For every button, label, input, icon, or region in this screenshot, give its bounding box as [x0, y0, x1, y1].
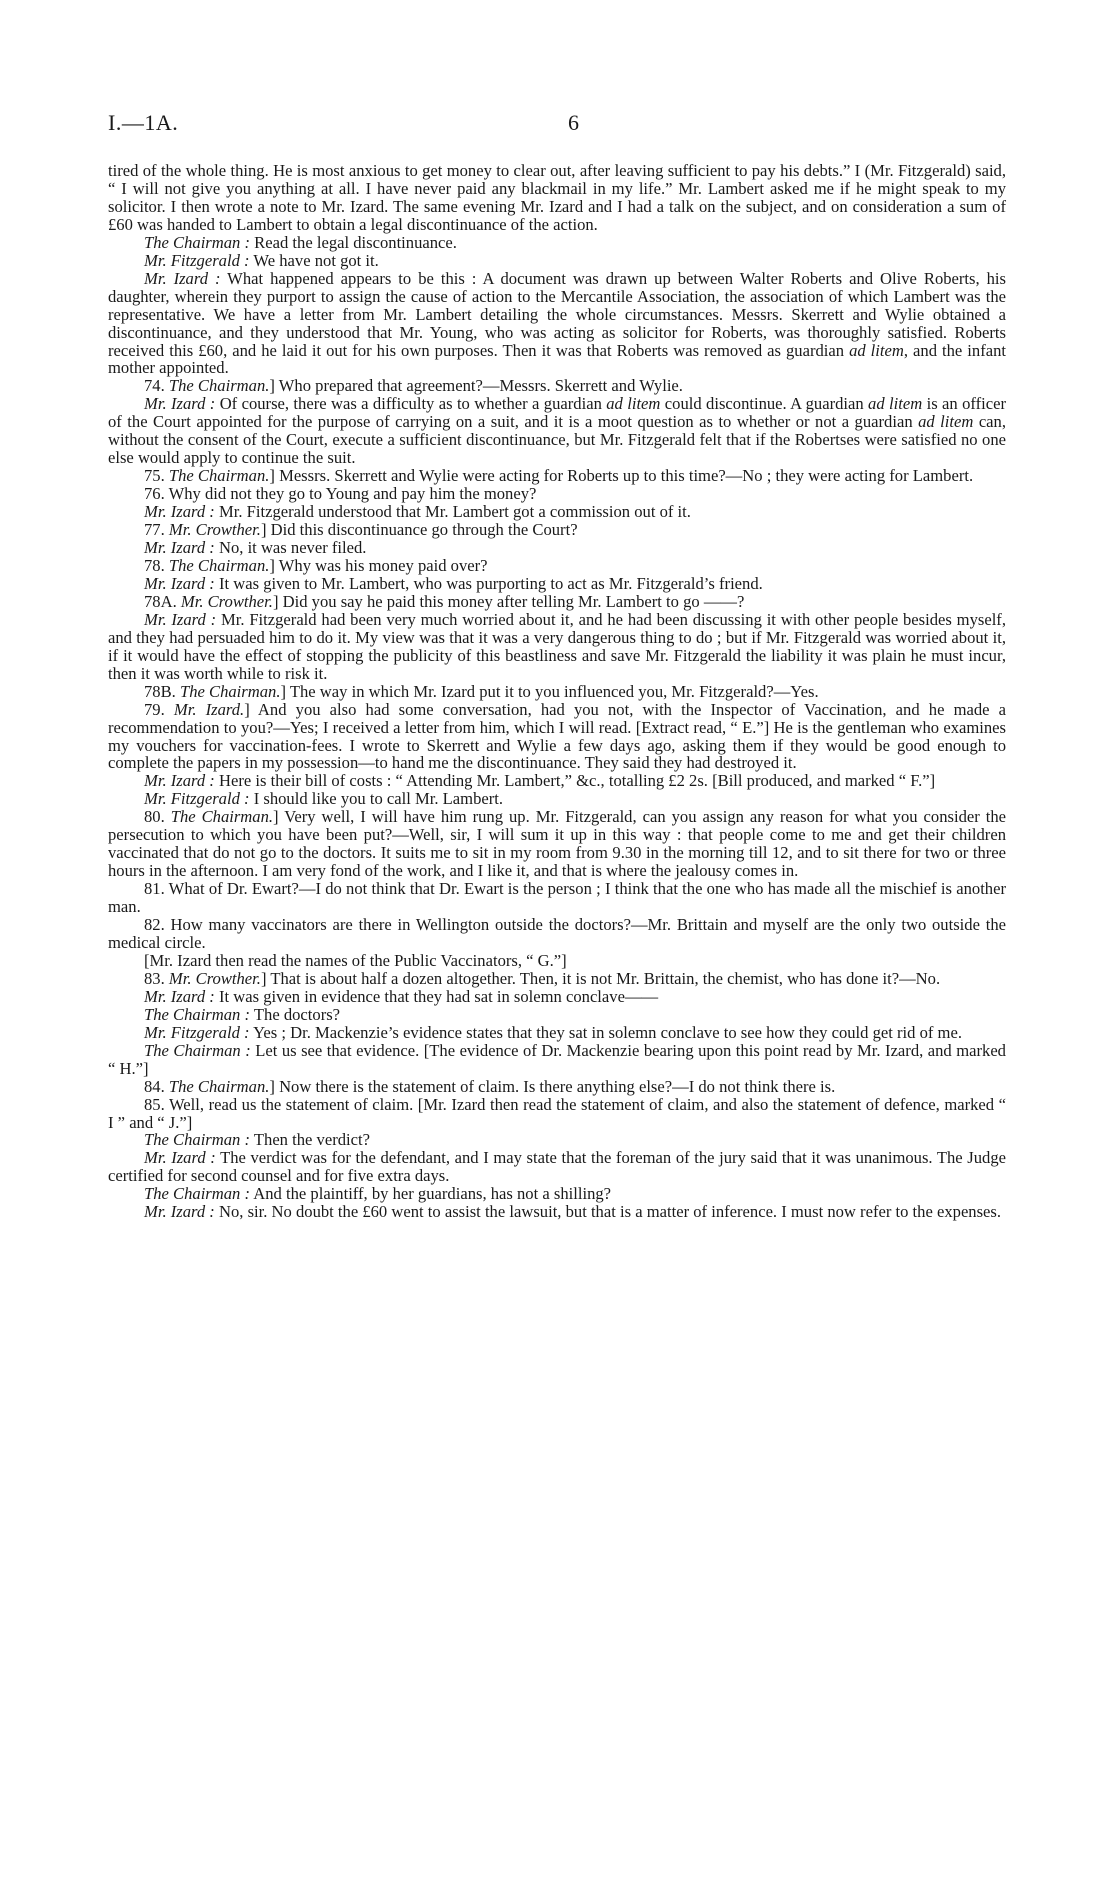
text-run: Yes ; Dr. Mackenzie’s evidence states that they sat in solemn conclave to see how they could get rid of me. [249, 1022, 962, 1042]
text-run: 77. [144, 520, 169, 540]
text-run: 83. [144, 968, 169, 988]
text-run: 78. [144, 555, 169, 575]
text-run: 82. How many vaccinators are there in Wellington outside the doctors?—Mr. Brittain and myself are the only two outside the medical circle. [108, 915, 1006, 952]
text-run: 78A. [144, 591, 181, 611]
italic-text: Mr. Crowther. [168, 968, 261, 988]
italic-text: Mr. Crowther. [168, 520, 261, 540]
italic-text: Mr. Izard : [144, 573, 215, 593]
text-run: 85. Well, read us the statement of claim. [Mr. Izard then read the statement of claim, and also the statement of defence, marked “ I ” and “ J.”] [108, 1094, 1006, 1132]
italic-text: The Chairman. [168, 376, 270, 396]
text-run: Mr. Fitzgerald had been very much worried about it, and he had been discussing it with other people besides myself, and they had persuaded him to do it. My view was that it was a very dangerous thing to do ; but if Mr. Fitzgerald was worried about it, if it would have the effect of stopping the publicity of this beastliness and save Mr. Fitzgerald the liability it was plain he must incur, then it was worth while to risk it. [108, 609, 1006, 683]
paragraph [108, 808, 1006, 880]
paragraph [108, 252, 1006, 270]
text-run: ] Did this discontinuance go through the Court? [260, 520, 578, 540]
text-run: No, it was never filed. [214, 538, 367, 558]
paragraph [108, 1024, 1006, 1042]
italic-text: Mr. Izard : [144, 502, 215, 522]
paragraph [108, 916, 1006, 952]
text-run: 80. [144, 807, 171, 827]
paragraph [108, 880, 1006, 916]
text-run: We have not got it. [249, 250, 379, 270]
italic-text: Mr. Crowther. [180, 591, 273, 611]
paragraph [108, 593, 1006, 611]
paragraph [108, 683, 1006, 701]
text-run: What happened appears to be this : A document was drawn up between Walter Roberts and Olive Roberts, his daughter, wherein they purport to assign the cause of action to the Mercantile Association, the association of which Lambert was the representative. We have a letter from Mr. Lambert detailing the whole circumstances. Messrs. Skerrett and Wylie obtained a discontinuance, and they understood that Mr. Young, who was acting as solicitor for Roberts, was thoroughly satisfied. Roberts received this £60, and he laid it out for his own purposes. Then it was that Roberts was removed as guardian [108, 268, 1006, 360]
paragraph [108, 467, 1006, 485]
text-run: No, sir. No doubt the £60 went to assist the lawsuit, but that is a matter of inference. I must now refer to the expenses. [214, 1202, 1002, 1222]
paragraph [108, 952, 1006, 970]
paragraph [108, 1185, 1006, 1203]
text-run: ] Why was his money paid over? [269, 555, 488, 575]
text-run: 79. [144, 699, 174, 719]
text-run: ] Did you say he paid this money after telling Mr. Lambert to go ——? [272, 591, 745, 611]
italic-text: The Chairman. [168, 1076, 270, 1096]
text-run: Then the verdict? [250, 1130, 370, 1150]
text-run: Let us see that evidence. [The evidence of Dr. Mackenzie bearing upon this point read by Mr. Izard, and marked “ H.”] [108, 1040, 1006, 1078]
text-run: ] The way in which Mr. Izard put it to you influenced you, Mr. Fitzgerald?—Yes. [280, 681, 819, 701]
paragraph [108, 575, 1006, 593]
italic-text: Mr. Izard : [144, 771, 215, 791]
italic-text: Mr. Izard : [144, 394, 216, 414]
italic-text: The Chairman. [179, 681, 281, 701]
paragraph [108, 162, 1006, 234]
paragraph [108, 1096, 1006, 1132]
italic-text: The Chairman : [144, 1130, 251, 1150]
italic-text: Mr. Fitzgerald : [144, 250, 250, 270]
paragraph [108, 270, 1006, 378]
text-run: ] That is about half a dozen altogether. Then, it is not Mr. Brittain, the chemist, who has done it?—No. [260, 968, 941, 988]
italic-text: Mr. Izard : [144, 609, 217, 629]
italic-text: ad litem [606, 394, 661, 414]
paragraph [108, 539, 1006, 557]
italic-text: The Chairman : [144, 1004, 251, 1024]
paragraph [108, 701, 1006, 773]
text-run: It was given to Mr. Lambert, who was purporting to act as Mr. Fitzgerald’s friend. [214, 573, 763, 593]
italic-text: ad litem [849, 340, 904, 360]
italic-text: Mr. Izard : [144, 268, 221, 288]
text-run: The verdict was for the defendant, and I may state that the foreman of the jury said that it was unanimous. The Judge certified for second counsel and for five extra days. [108, 1148, 1006, 1186]
paragraph [108, 485, 1006, 503]
italic-text: Mr. Izard : [144, 986, 215, 1006]
page-number: 6 [568, 110, 579, 135]
text-run: is an officer of the Court appointed for the purpose of carrying on a suit, and it is a moot question as to whether or not a guardian [108, 394, 1006, 432]
italic-text: The Chairman. [168, 555, 270, 575]
italic-text: The Chairman : [144, 232, 251, 252]
page-header [108, 110, 1008, 140]
text-run: ] Now there is the statement of claim. Is there anything else?—I do not think there is. [269, 1076, 836, 1096]
text-run: 76. Why did not they go to Young and pay him the money? [144, 484, 537, 504]
paragraph [108, 790, 1006, 808]
text-run: 81. What of Dr. Ewart?—I do not think that Dr. Ewart is the person ; I think that the one who has made all the mischief is another man. [108, 879, 1006, 917]
paragraph [108, 395, 1006, 467]
paragraph [108, 1042, 1006, 1078]
paragraph [108, 557, 1006, 575]
italic-text: The Chairman : [144, 1040, 251, 1060]
paragraph [108, 611, 1006, 683]
text-run: It was given in evidence that they had sat in solemn conclave—— [214, 986, 659, 1006]
text-run: can, without the consent of the Court, execute a sufficient discontinuance, but Mr. Fitzgerald felt that if the Robertses were satisfied no one else would apply to continue the suit. [108, 412, 1006, 468]
italic-text: ad litem [868, 394, 923, 414]
text-run: Of course, there was a difficulty as to whether a guardian [215, 394, 607, 414]
text-run: 78B. [144, 681, 180, 701]
text-run: 84. [144, 1076, 169, 1096]
text-run: ] Messrs. Skerrett and Wylie were acting for Roberts up to this time?—No ; they were acting for Lambert. [269, 466, 974, 486]
paragraph [108, 1006, 1006, 1024]
text-run: Here is their bill of costs : “ Attending Mr. Lambert,” &c., totalling £2 2s. [Bill produced, and marked “ F.”] [214, 771, 936, 791]
text-run: I should like you to call Mr. Lambert. [249, 789, 504, 809]
italic-text: Mr. Fitzgerald : [144, 1022, 250, 1042]
document-id: I.—1A. [108, 110, 179, 135]
italic-text: Mr. Fitzgerald : [144, 789, 250, 809]
text-run: [Mr. Izard then read the names of the Public Vaccinators, “ G.”] [144, 950, 567, 970]
italic-text: Mr. Izard : [144, 1148, 216, 1168]
paragraph [108, 377, 1006, 395]
text-run: Read the legal discontinuance. [250, 232, 457, 252]
text-run: tired of the whole thing. He is most anxious to get money to clear out, after leaving sufficient to pay his debts.” I (Mr. Fitzgerald) said, “ I will not give you anything at all. I have never paid any blackmail in my life.” Mr. Lambert asked me if he might speak to my solicitor. I then wrote a note to Mr. Izard. The same evening Mr. Izard and I had a talk on the subject, and on consideration a sum of £60 was handed to Lambert to obtain a legal discontinuance of the action. [108, 161, 1006, 234]
text-run: ] And you also had some conversation, had you not, with the Inspector of Vaccination, and he made a recommendation to you?—Yes; I received a letter from him, which I will read. [Extract read, “ E.”] He is the gentleman who examines my vouchers for vaccination-fees. I wrote to Skerrett and Wylie a few days ago, asking them if they would be good enough to complete the papers in my possession—to hand me the discontinuance. They said they had destroyed it. [108, 699, 1007, 773]
text-run: , and the infant mother appointed. [108, 340, 1007, 378]
paragraph [108, 1149, 1006, 1185]
text-run: could discontinue. A guardian [660, 394, 869, 414]
paragraph [108, 772, 1006, 790]
paragraph [108, 970, 1006, 988]
paragraph [108, 988, 1006, 1006]
italic-text: ad litem [918, 412, 974, 432]
paragraph [108, 503, 1006, 521]
paragraph [108, 234, 1006, 252]
text-run: The doctors? [250, 1004, 341, 1024]
text-run: 74. [144, 376, 169, 396]
italic-text: The Chairman. [170, 807, 274, 827]
text-run: ] Who prepared that agreement?—Messrs. Skerrett and Wylie. [269, 376, 683, 396]
paragraph [108, 1203, 1006, 1221]
italic-text: Mr. Izard : [144, 1202, 215, 1222]
text-run: ] Very well, I will have him rung up. Mr. Fitzgerald, can you assign any reason for what you consider the persecution to which you have been put?—Well, sir, I will sum it up in this way : that people come to me and get their children vaccinated that do not go to the doctors. It suits me to sit in my room from 9.30 in the morning till 12, and to sit there for two or three hours in the afternoon. I am very fond of the work, and I like it, and that is where the jealousy comes in. [108, 807, 1007, 881]
italic-text: The Chairman : [144, 1184, 251, 1204]
italic-text: Mr. Izard : [144, 538, 215, 558]
paragraph [108, 1078, 1006, 1096]
paragraph [108, 1131, 1006, 1149]
paragraph [108, 521, 1006, 539]
document-body [108, 162, 1006, 1221]
text-run: Mr. Fitzgerald understood that Mr. Lambert got a commission out of it. [214, 502, 691, 522]
text-run: 75. [144, 466, 169, 486]
italic-text: The Chairman. [168, 466, 270, 486]
italic-text: Mr. Izard. [173, 699, 245, 719]
text-run: And the plaintiff, by her guardians, has not a shilling? [250, 1184, 612, 1204]
